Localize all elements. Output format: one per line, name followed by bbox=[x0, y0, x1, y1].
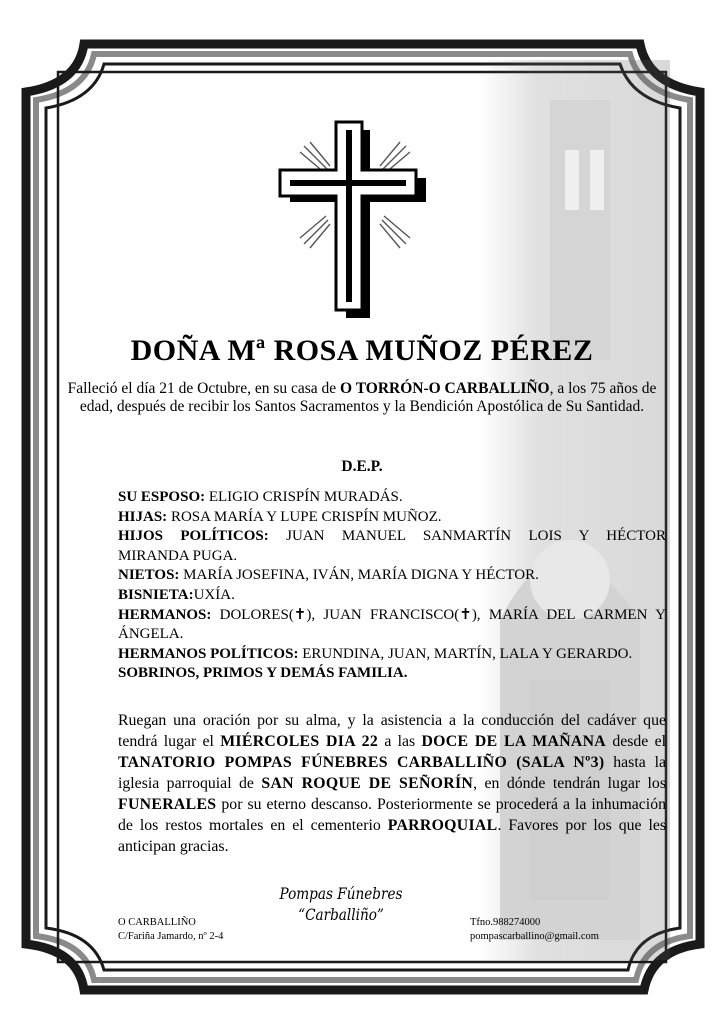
family-names: ERUNDINA, JUAN, MARTÍN, LALA Y GERARDO. bbox=[298, 645, 633, 662]
closing-funerals: FUNERALES bbox=[118, 796, 217, 813]
closing-venue: TANATORIO POMPAS FÚNEBRES CARBALLIÑO (SALA Nº3) bbox=[118, 754, 605, 771]
closing-time: DOCE DE LA MAÑANA bbox=[421, 733, 607, 750]
family-label: HERMANOS: bbox=[118, 606, 212, 623]
footer-contact bbox=[470, 916, 599, 944]
footer-address bbox=[118, 916, 223, 944]
family-row-siblings bbox=[118, 606, 666, 626]
footer-email[interactable]: pompascarballino@gmail.com bbox=[470, 931, 599, 942]
family-label: HIJAS: bbox=[118, 508, 168, 525]
intro-text-2: , a los 75 años de edad, después de recibir los Santos Sacramentos y la Bendición Apostólica de Su Santidad. bbox=[79, 380, 657, 415]
footer-town: O CARBALLIÑO bbox=[118, 917, 196, 928]
family-label: HERMANOS POLÍTICOS: bbox=[118, 645, 299, 662]
family-label: BISNIETA: bbox=[118, 586, 194, 603]
footer-street: C/Fariña Jamardo, nº 2-4 bbox=[118, 931, 224, 942]
latin-cross-icon bbox=[270, 118, 440, 318]
family-names: JUAN MANUEL SANMARTÍN LOIS Y HÉCTOR bbox=[268, 528, 666, 545]
dep-heading: D.E.P. bbox=[341, 458, 383, 475]
logo-line-2: “Carballiño” bbox=[298, 905, 384, 924]
family-row-great-granddaughter bbox=[118, 586, 666, 606]
family-row-daughters bbox=[118, 508, 666, 528]
closing-text: Ruegan una oración por su alma, y la asistencia a la conducción del cadáver que tendrá lugar el bbox=[118, 712, 666, 750]
closing-text: , en dónde tendrán lugar los bbox=[473, 775, 666, 792]
closing-text: hasta la iglesia parroquial de bbox=[118, 754, 666, 792]
intro-text-1: Falleció el día 21 de Octubre, en su casa de bbox=[67, 380, 341, 397]
intro-place: O TORRÓN-O CARBALLIÑO bbox=[340, 380, 550, 397]
closing-text: desde el bbox=[606, 733, 666, 750]
closing-day: MIÉRCOLES DIA 22 bbox=[220, 733, 379, 750]
family-row-spouse bbox=[118, 488, 666, 508]
family-names: MARÍA JOSEFINA, IVÁN, MARÍA DIGNA Y HÉCTOR. bbox=[179, 567, 539, 584]
family-label: SU ESPOSO: bbox=[118, 489, 206, 505]
family-label: HIJOS POLÍTICOS: bbox=[118, 528, 269, 545]
closing-text: . Favores por los que les anticipan gracias. bbox=[118, 817, 666, 855]
footer-phone: Tfno.988274000 bbox=[470, 917, 541, 928]
closing-cemetery: PARROQUIAL bbox=[387, 817, 498, 834]
funeral-home-logo bbox=[266, 884, 416, 950]
logo-line-1: Pompas Fúnebres bbox=[279, 884, 403, 903]
family-row-in-laws bbox=[118, 527, 666, 547]
family-names: DOLORES(✝), JUAN FRANCISCO(✝), MARÍA DEL CARMEN Y bbox=[211, 606, 666, 623]
closing-text: a las bbox=[378, 733, 422, 750]
deceased-name: DOÑA Mª ROSA MUÑOZ PÉREZ bbox=[130, 334, 594, 367]
closing-church: SAN ROQUE DE SEÑORÍN bbox=[261, 775, 474, 792]
family-label: SOBRINOS, PRIMOS Y DEMÁS FAMILIA. bbox=[118, 665, 408, 682]
family-names: ELIGIO CRISPÍN MURADÁS. bbox=[205, 489, 403, 505]
family-label: NIETOS: bbox=[118, 567, 180, 584]
funeral-details bbox=[118, 710, 666, 857]
family-list bbox=[118, 488, 666, 684]
family-row-others bbox=[118, 664, 666, 684]
family-names: ROSA MARÍA Y LUPE CRISPÍN MUÑOZ. bbox=[167, 508, 442, 525]
family-names: UXÍA. bbox=[193, 586, 235, 603]
family-row-in-laws-cont: MIRANDA PUGA. bbox=[118, 547, 238, 564]
family-row-grandchildren bbox=[118, 566, 666, 586]
death-announcement bbox=[64, 380, 660, 416]
family-row-siblings-cont: ÁNGELA. bbox=[118, 626, 184, 643]
closing-text: por su eterno descanso. Posteriormente se procederá a la inhumación de los restos mortales en el cementerio bbox=[118, 796, 666, 834]
family-row-siblings-in-law bbox=[118, 645, 666, 665]
